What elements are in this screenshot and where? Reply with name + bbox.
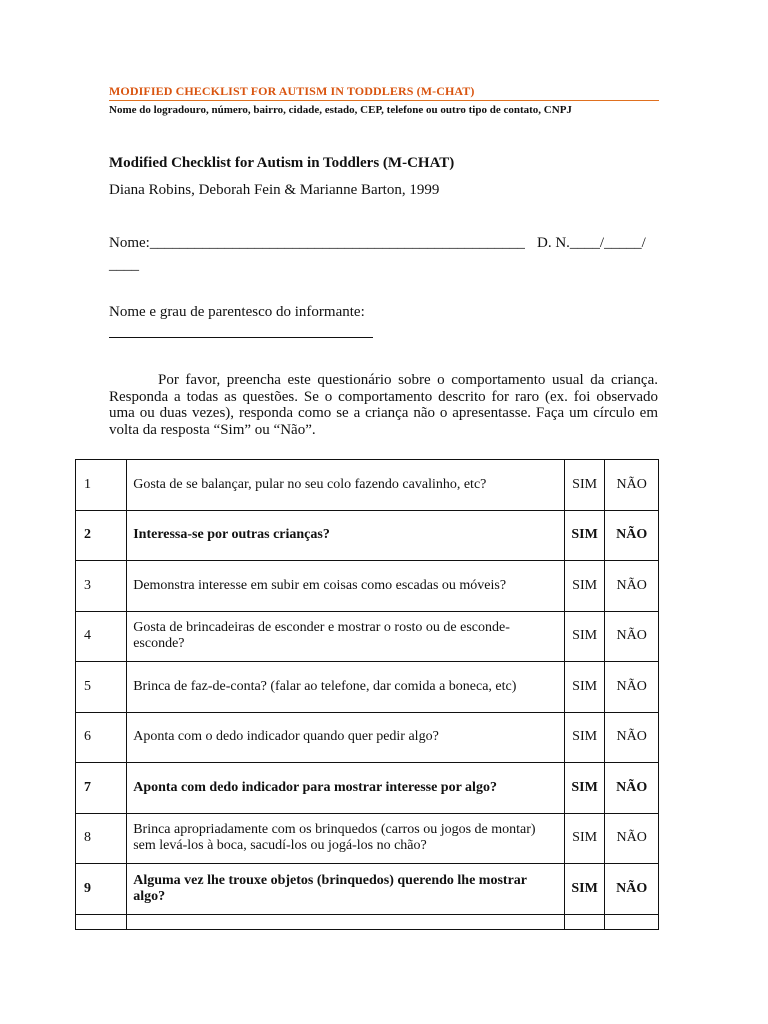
informant-line <box>109 337 373 338</box>
birth-date-field-continued: ____ <box>109 257 139 273</box>
question-number: 8 <box>76 813 127 864</box>
answer-yes[interactable]: SIM <box>564 813 605 864</box>
header-divider <box>109 100 659 101</box>
answer-yes[interactable]: SIM <box>564 611 605 662</box>
question-row <box>76 712 659 763</box>
answer-no[interactable]: NÃO <box>605 813 659 864</box>
question-text: Gosta de se balançar, pular no seu colo fazendo cavalinho, etc? <box>127 460 565 511</box>
answer-no[interactable]: NÃO <box>605 662 659 713</box>
answer-yes[interactable]: SIM <box>564 712 605 763</box>
answer-yes[interactable]: SIM <box>564 460 605 511</box>
question-row <box>76 561 659 612</box>
question-number: 1 <box>76 460 127 511</box>
empty-cell <box>76 914 127 929</box>
birth-date-field: D. N.____/_____/ <box>537 235 646 251</box>
answer-yes[interactable]: SIM <box>564 763 605 814</box>
header-contact-info: Nome do logradouro, número, bairro, cidade, estado, CEP, telefone ou outro tipo de contato, CNPJ <box>109 104 572 116</box>
question-number: 3 <box>76 561 127 612</box>
question-row <box>76 813 659 864</box>
question-row <box>76 763 659 814</box>
document-title: Modified Checklist for Autism in Toddlers (M-CHAT) <box>109 155 455 171</box>
question-text: Gosta de brincadeiras de esconder e mostrar o rosto ou de esconde-esconde? <box>127 611 565 662</box>
question-row <box>76 864 659 915</box>
question-row <box>76 611 659 662</box>
instructions-paragraph: Por favor, preencha este questionário sobre o comportamento usual da criança. Responda a todas as questões. Se o comportamento descrito for raro (ex. foi observado uma ou duas vezes), responda como se a criança não o apresentasse. Faça um círculo em volta da resposta “Sim” ou “Não”. <box>109 372 658 438</box>
question-text: Brinca de faz-de-conta? (falar ao telefone, dar comida a boneca, etc) <box>127 662 565 713</box>
question-text: Brinca apropriadamente com os brinquedos (carros ou jogos de montar) sem levá-los à boca, sacudí-los ou jogá-los no chão? <box>127 813 565 864</box>
name-field: Nome:__________________________________________________ <box>109 235 525 251</box>
question-text: Demonstra interesse em subir em coisas como escadas ou móveis? <box>127 561 565 612</box>
question-text: Alguma vez lhe trouxe objetos (brinquedos) querendo lhe mostrar algo? <box>127 864 565 915</box>
answer-no[interactable]: NÃO <box>605 712 659 763</box>
header-title: MODIFIED CHECKLIST FOR AUTISM IN TODDLERS (M-CHAT) <box>109 84 475 98</box>
question-number: 7 <box>76 763 127 814</box>
question-number: 4 <box>76 611 127 662</box>
question-row <box>76 510 659 561</box>
answer-yes[interactable]: SIM <box>564 561 605 612</box>
question-number: 9 <box>76 864 127 915</box>
empty-row <box>76 914 659 929</box>
answer-yes[interactable]: SIM <box>564 662 605 713</box>
answer-yes[interactable]: SIM <box>564 510 605 561</box>
answer-no[interactable]: NÃO <box>605 460 659 511</box>
question-row <box>76 460 659 511</box>
question-text: Aponta com o dedo indicador quando quer pedir algo? <box>127 712 565 763</box>
answer-no[interactable]: NÃO <box>605 611 659 662</box>
empty-cell <box>605 914 659 929</box>
informant-label: Nome e grau de parentesco do informante: <box>109 304 365 320</box>
checklist-table <box>75 459 659 930</box>
document-authors: Diana Robins, Deborah Fein & Marianne Barton, 1999 <box>109 182 440 198</box>
answer-no[interactable]: NÃO <box>605 561 659 612</box>
question-number: 6 <box>76 712 127 763</box>
question-row <box>76 662 659 713</box>
answer-no[interactable]: NÃO <box>605 510 659 561</box>
question-number: 5 <box>76 662 127 713</box>
question-text: Interessa-se por outras crianças? <box>127 510 565 561</box>
empty-cell <box>564 914 605 929</box>
answer-no[interactable]: NÃO <box>605 763 659 814</box>
answer-no[interactable]: NÃO <box>605 864 659 915</box>
answer-yes[interactable]: SIM <box>564 864 605 915</box>
question-text: Aponta com dedo indicador para mostrar interesse por algo? <box>127 763 565 814</box>
question-number: 2 <box>76 510 127 561</box>
empty-cell <box>127 914 565 929</box>
